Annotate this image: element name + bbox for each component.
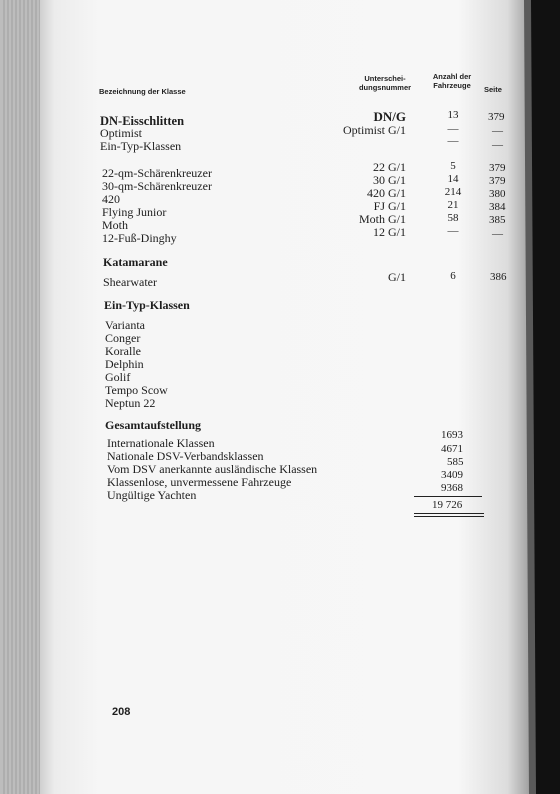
count-moth: 58 — [447, 212, 459, 224]
class-name-flying-junior: Flying Junior — [102, 205, 167, 219]
list-item-neptun-22: Neptun 22 — [105, 396, 156, 410]
total-double-rule-top — [414, 513, 484, 514]
class-name-22qm: 22-qm-Schärenkreuzer — [102, 166, 212, 180]
count-shearwater: 6 — [450, 270, 456, 282]
count-12-fuss-dinghy: — — [447, 225, 459, 237]
count-optimist: — — [447, 123, 459, 135]
header-vehicle-count-line1: Anzahl der — [432, 72, 472, 81]
code-30qm: 30 G/1 — [373, 173, 406, 187]
summary-label-nationale: Nationale DSV-Verbandsklassen — [107, 449, 264, 463]
page-optimist: — — [492, 125, 503, 137]
list-item-conger: Conger — [105, 331, 141, 345]
class-name-moth: Moth — [102, 218, 129, 232]
header-vehicle-count-line2: Fahrzeuge — [433, 81, 471, 90]
summary-label-ungueltige: Ungültige Yachten — [107, 488, 197, 502]
summary-value-internationale: 1693 — [441, 429, 463, 441]
class-name-30qm: 30-qm-Schärenkreuzer — [102, 179, 212, 193]
code-shearwater: G/1 — [388, 270, 406, 284]
sum-rule — [414, 496, 482, 497]
header-page: Seite — [484, 85, 502, 94]
summary-value-nationale: 4671 — [441, 443, 463, 455]
list-item-golif: Golif — [105, 370, 131, 384]
count-30qm: 14 — [447, 173, 459, 185]
summary-label-anerkannte: Vom DSV anerkannte ausländische Klassen — [107, 462, 318, 476]
count-420: 214 — [444, 186, 462, 198]
total-double-rule-bottom — [414, 516, 484, 517]
page — [62, 0, 527, 794]
code-22qm: 22 G/1 — [373, 160, 406, 174]
list-item-varianta: Varianta — [105, 318, 145, 332]
class-name-optimist: Optimist — [100, 126, 143, 140]
class-name-12-fuss-dinghy: 12-Fuß-Dinghy — [102, 231, 177, 245]
section-title-katamarane: Katamarane — [103, 255, 168, 269]
count-flying-junior: 21 — [447, 199, 459, 211]
section-title-dn-eisschlitten: DN-Eisschlitten — [100, 114, 185, 128]
summary-total: 19 726 — [432, 499, 463, 511]
summary-value-ungueltige: 9368 — [441, 482, 463, 494]
section-title-gesamtaufstellung: Gesamtaufstellung — [105, 418, 201, 432]
page-shearwater: 386 — [490, 271, 507, 283]
code-flying-junior: FJ G/1 — [373, 199, 406, 213]
header-distinction-number-line1: Unterschei- — [364, 74, 406, 83]
count-22qm: 5 — [450, 160, 456, 172]
page-30qm: 379 — [489, 175, 506, 187]
summary-value-klassenlose: 3409 — [441, 469, 463, 481]
page-moth: 385 — [489, 214, 506, 226]
header-distinction-number-line2: dungsnummer — [358, 83, 412, 92]
count-ein-typ: — — [447, 135, 459, 147]
code-moth: Moth G/1 — [358, 212, 406, 226]
page-number: 208 — [112, 706, 131, 718]
class-name-420: 420 — [102, 192, 120, 206]
page-420: 380 — [489, 188, 506, 200]
code-dn: DN/G — [373, 109, 406, 124]
count-dn: 13 — [447, 109, 459, 121]
class-name-ein-typ: Ein-Typ-Klassen — [100, 139, 182, 153]
list-item-delphin: Delphin — [105, 357, 144, 371]
list-item-koralle: Koralle — [105, 344, 141, 358]
page-ein-typ: — — [492, 139, 503, 151]
summary-label-klassenlose: Klassenlose, unvermessene Fahrzeuge — [107, 475, 292, 489]
summary-label-internationale: Internationale Klassen — [107, 436, 215, 450]
page-dn: 379 — [488, 111, 505, 123]
page-flying-junior: 384 — [489, 201, 506, 213]
page-22qm: 379 — [489, 162, 506, 174]
code-optimist: Optimist G/1 — [342, 123, 406, 137]
page-12-fuss-dinghy: — — [492, 228, 503, 240]
code-420: 420 G/1 — [367, 186, 406, 200]
list-item-tempo-scow: Tempo Scow — [105, 383, 168, 397]
section-title-ein-typ-klassen: Ein-Typ-Klassen — [104, 298, 190, 312]
header-class-name: Bezeichnung der Klasse — [99, 87, 186, 96]
code-12-fuss-dinghy: 12 G/1 — [373, 225, 406, 239]
summary-value-anerkannte: 585 — [447, 456, 464, 468]
class-name-shearwater: Shearwater — [103, 275, 157, 289]
